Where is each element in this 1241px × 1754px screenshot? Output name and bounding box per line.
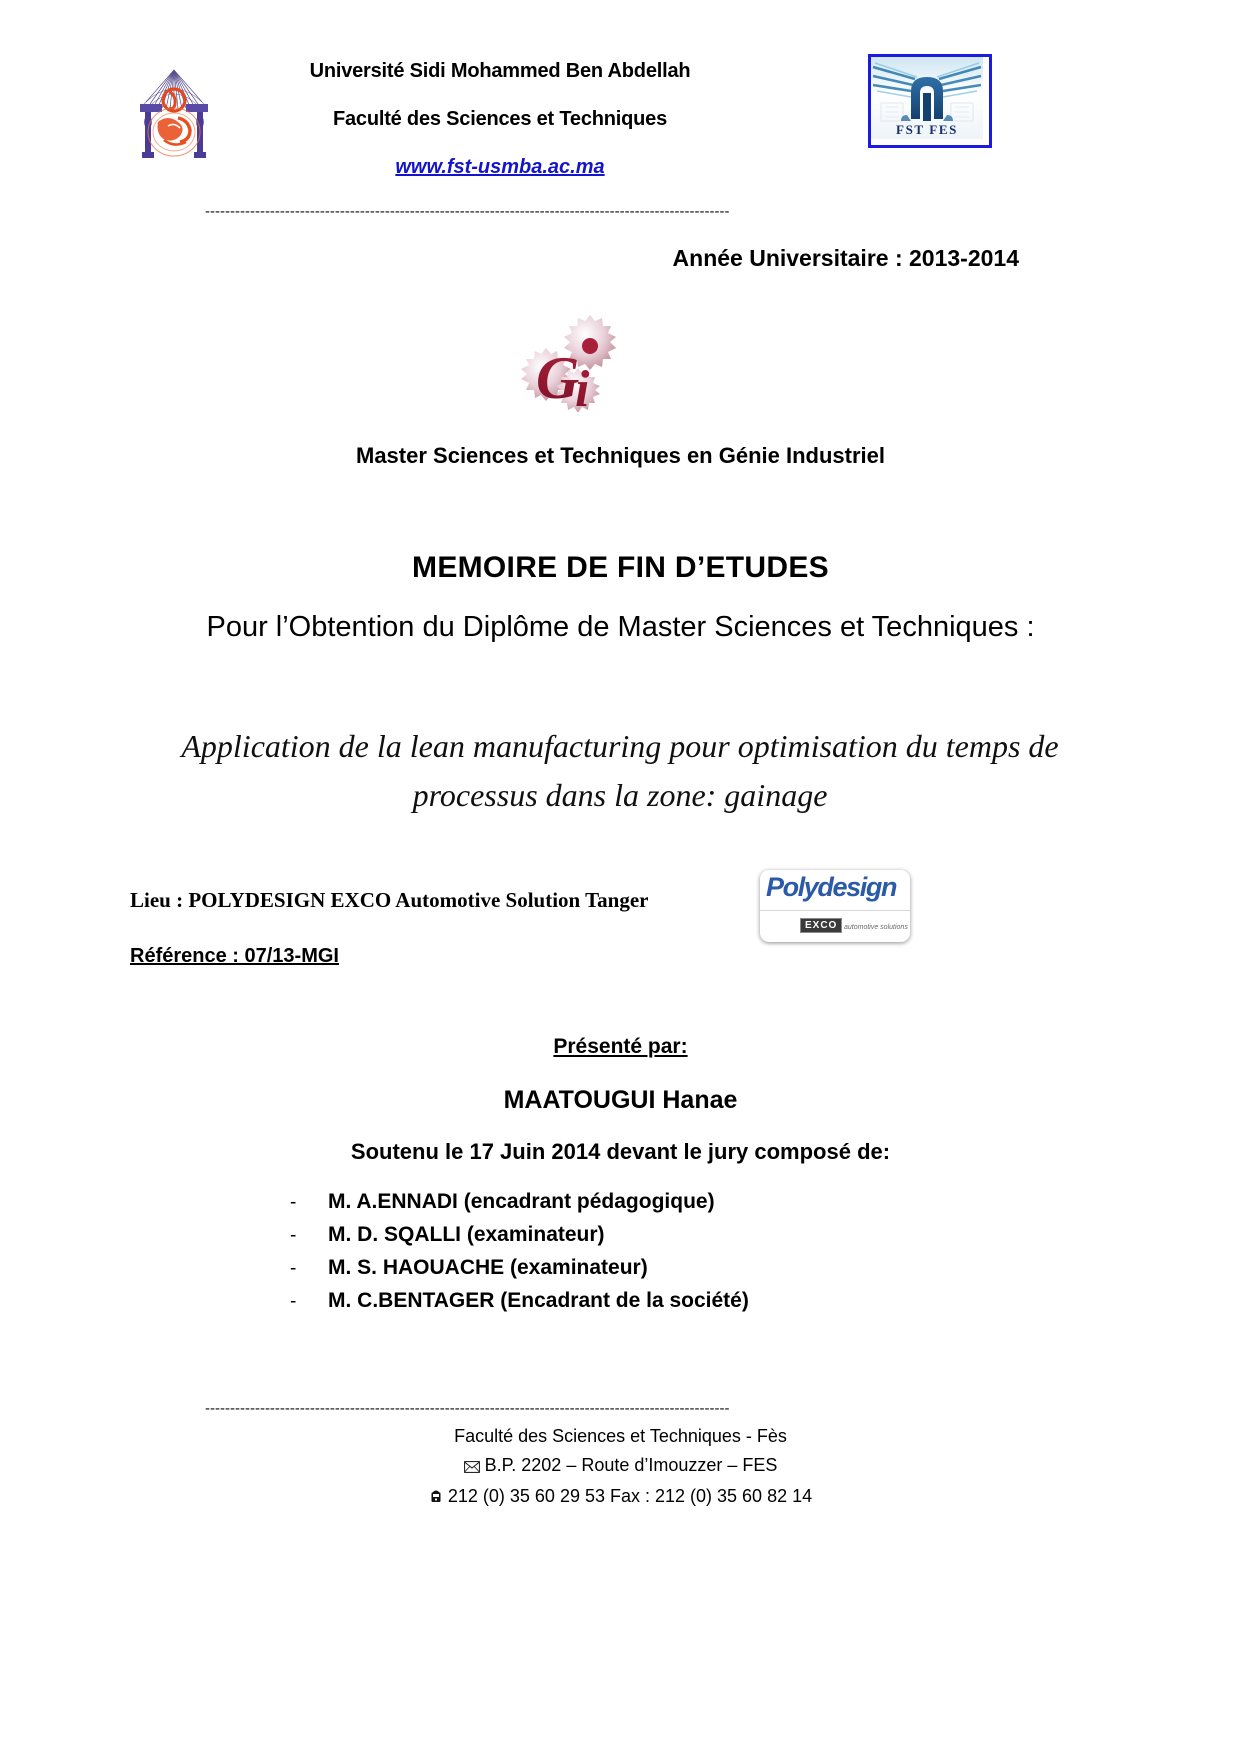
fst-fes-logo-text: FST FES: [896, 122, 958, 137]
program-title: Master Sciences et Techniques en Génie Industriel: [356, 443, 885, 468]
reference-number: Référence : 07/13-MGI: [130, 945, 339, 967]
thesis-title: [105, 722, 1135, 819]
gi-logo-dot: [582, 338, 598, 354]
page-header: [0, 0, 1241, 200]
thesis-title-line-1: Application de la lean manufacturing pour optimisation du temps de: [181, 728, 1059, 764]
document-subtitle: Pour l’Obtention du Diplôme de Master Sciences et Techniques :: [206, 611, 1035, 643]
university-name: Université Sidi Mohammed Ben Abdellah: [309, 60, 691, 82]
university-seal-logo: [128, 52, 220, 164]
gi-logo-letter-i: i: [575, 361, 590, 412]
polydesign-brand-text: Polydesign: [766, 872, 897, 902]
top-divider-rule: ---------------------------------------------------------------------------------------------------------: [205, 203, 730, 220]
list-item: [290, 1285, 990, 1318]
internship-location: Lieu : POLYDESIGN EXCO Automotive Solution Tanger: [130, 888, 649, 912]
footer-contact-text: 212 (0) 35 60 29 53 Fax : 212 (0) 35 60 82 14: [447, 1486, 813, 1506]
gi-logo-letter-g: G: [536, 345, 580, 411]
list-item: [290, 1186, 990, 1219]
jury-member-name: M. S. HAOUACHE (examinateur): [328, 1256, 648, 1279]
jury-member-name: M. C.BENTAGER (Encadrant de la société): [328, 1289, 749, 1312]
exco-badge: EXCO: [800, 918, 842, 933]
list-bullet: -: [290, 1258, 297, 1279]
jury-member-name: M. A.ENNADI (encadrant pédagogique): [328, 1190, 715, 1213]
footer-address-text: B.P. 2202 – Route d’Imouzzer – FES: [484, 1455, 778, 1475]
academic-year: Année Universitaire : 2013-2014: [672, 245, 1019, 271]
footer-address-line: [0, 1451, 1241, 1482]
list-item: [290, 1219, 990, 1252]
list-bullet: -: [290, 1291, 297, 1312]
list-bullet: -: [290, 1192, 297, 1213]
author-name: MAATOUGUI Hanae: [503, 1086, 738, 1114]
genie-industriel-logo: [512, 302, 632, 412]
page-footer: [0, 1422, 1241, 1513]
polydesign-exco-logo: [760, 870, 910, 942]
polydesign-logo-bottom: [760, 911, 910, 942]
document-type-title: MEMOIRE DE FIN D’ETUDES: [412, 551, 829, 584]
list-item: [290, 1252, 990, 1285]
list-bullet: -: [290, 1225, 297, 1246]
presented-by-text: Présenté par:: [553, 1035, 688, 1058]
jury-list: [290, 1186, 990, 1318]
fst-fes-logo: [868, 54, 992, 148]
bottom-divider-rule: ---------------------------------------------------------------------------------------------------------: [205, 1400, 730, 1417]
footer-contact-line: [0, 1482, 1241, 1513]
telephone-icon: [429, 1484, 443, 1513]
jury-member-name: M. D. SQALLI (examinateur): [328, 1223, 605, 1246]
thesis-title-line-2: processus dans la zone: gainage: [412, 776, 828, 813]
footer-faculty: Faculté des Sciences et Techniques - Fès: [454, 1426, 787, 1446]
presented-by-label: [0, 1035, 1241, 1059]
exco-tagline: automotive solutions: [844, 924, 908, 931]
header-institution-text: [250, 60, 750, 179]
envelope-icon: [464, 1453, 480, 1482]
polydesign-logo-top: [760, 870, 910, 911]
faculty-name: Faculté des Sciences et Techniques: [332, 108, 668, 130]
defense-date-line: Soutenu le 17 Juin 2014 devant le jury composé de:: [350, 1139, 891, 1164]
faculty-website-link[interactable]: www.fst-usmba.ac.ma: [395, 156, 605, 178]
